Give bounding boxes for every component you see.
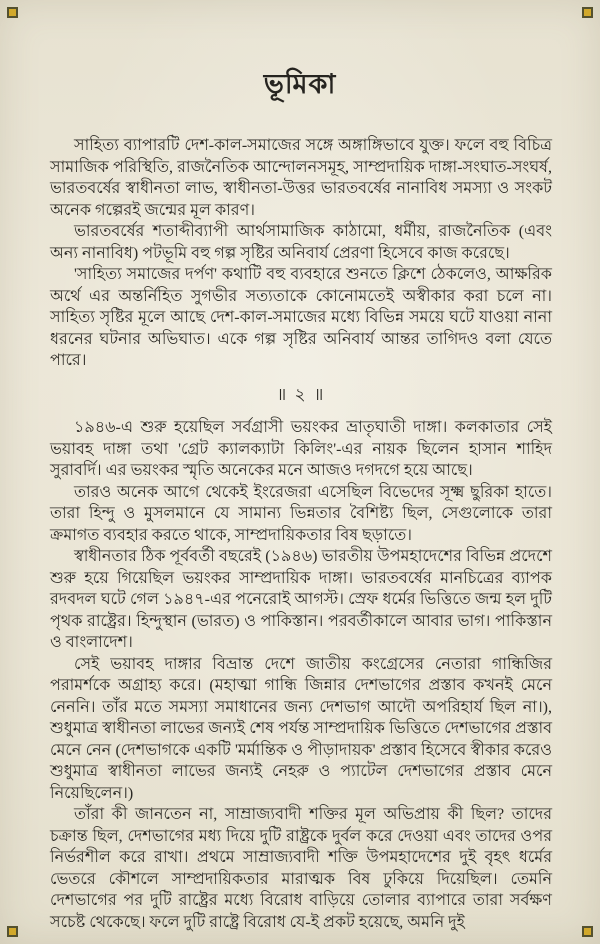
paragraph-5: তারও অনেক আগে থেকেই ইংরেজরা এসেছিল বিভেদের সূক্ষ্ম ছুরিকা হাতে। তারা হিন্দু ও মুসলমানে যে সামান্য ভিন্নতার বৈশিষ্ট্য ছিল, সেগুলোকে তারা ক্রমাগত ব্যবহার করতে থাকে, সাম্প্রদায়িকতার বিষ ছড়াতে।: [50, 483, 552, 544]
paragraph-3: 'সাহিত্য সমাজের দর্পণ' কথাটি বহু ব্যবহারে শুনতে ক্লিশে ঠেকলেও, আক্ষরিক অর্থে এর অন্তর্নিহিত সুগভীর সত্যতাকে কোনোমতেই অস্বীকার করা চলে না। সাহিত্য সৃষ্টির মূলে আছে দেশ-কাল-সমাজের মধ্যে বিভিন্ন সময়ে ঘটে যাওয়া নানা ধরনের ঘটনার অভিঘাত। একে গল্প সৃষ্টির অনিবার্য আন্তর তাগিদও বলা যেতে পারে।: [50, 266, 552, 369]
page-title: ভূমিকা: [263, 69, 337, 99]
section-divider: ॥ ২ ॥: [276, 384, 326, 404]
corner-registration-mark: [582, 926, 593, 937]
paragraph-4: ১৯৪৬-এ শুরু হয়েছিল সর্বগ্রাসী ভয়ংকর ভ্রাতৃঘাতী দাঙ্গা। কলকাতার সেই ভয়াবহ দাঙ্গা তথা 'গ্রেট ক্যালক্যাটা কিলিং'-এর নায়ক ছিলেন হাসান শাহিদ সুরাবর্দি। এর ভয়ংকর স্মৃতি অনেকের মনে আজও দগদগে হয়ে আছে।: [50, 419, 552, 479]
paragraph-7: সেই ভয়াবহ দাঙ্গার বিভ্রান্ত দেশে জাতীয় কংগ্রেসের নেতারা গান্ধিজির পরামর্শকে অগ্রাহ্য করে। (মহাত্মা গান্ধি জিন্নার দেশভাগের প্রস্তাব কখনই মেনে নেননি। তাঁর মতে সমস্যা সমাধানের জন্য দেশভাগ আদৌ অপরিহার্য ছিল না।), শুধুমাত্র স্বাধীনতা লাভের জন্যই শেষ পর্যন্ত সাম্প্রদায়িক ভিত্তিতে দেশভাগের প্রস্তাব মেনে নেন (দেশভাগকে একটি 'মর্মান্তিক ও পীড়াদায়ক' প্রস্তাব হিসেবে স্বীকার করেও শুধুমাত্র স্বাধীনতা লাভের জন্যই নেহরু ও প্যাটেল দেশভাগের প্রস্তাব মেনে নিয়েছিলেন।): [50, 655, 552, 802]
corner-registration-mark: [582, 7, 593, 18]
paragraph-1: সাহিত্য ব্যাপারটি দেশ-কাল-সমাজের সঙ্গে অঙ্গাঙ্গিভাবে যুক্ত। ফলে বহু বিচিত্র সামাজিক পরিস্থিতি, রাজনৈতিক আন্দোলনসমূহ, সাম্প্রদায়িক দাঙ্গা-সংঘাত-সংঘর্ষ, ভারতবর্ষের স্বাধীনতা লাভ, স্বাধীনতা-উত্তর ভারতবর্ষের নানাবিধ সমস্যা ও সংকট অনেক গল্পেরই জন্মের মূল কারণ।: [50, 137, 552, 219]
corner-registration-mark: [7, 926, 18, 937]
paragraph-8: তাঁরা কী জানতেন না, সাম্রাজ্যবাদী শক্তির মূল অভিপ্রায় কী ছিল? তাদের চক্রান্ত ছিল, দেশভাগের মধ্য দিয়ে দুটি রাষ্ট্রকে দুর্বল করে দেওয়া এবং তাদের ওপর নির্ভরশীল করে রাখা। প্রথমে সাম্রাজ্যবাদী শক্তি উপমহাদেশের দুই বৃহৎ ধর্মের ভেতরে কৌশলে সাম্প্রদায়িকতার মারাত্মক বিষ ঢুকিয়ে দিয়েছিল। তেমনি দেশভাগের পর দুটি রাষ্ট্রের মধ্যে বিরোধ বাড়িয়ে তোলার ব্যাপারে তারা সর্বক্ষণ সচেষ্ট থেকেছে। ফলে দুটি রাষ্ট্রে বিরোধ যে-ই প্রকট হয়েছে, অমনি দুই: [50, 806, 552, 931]
paragraph-6: স্বাধীনতার ঠিক পূর্ববর্তী বছরেই (১৯৪৬) ভারতীয় উপমহাদেশের বিভিন্ন প্রদেশে শুরু হয়ে গিয়েছিল ভয়ংকর সাম্প্রদায়িক দাঙ্গা। ভারতবর্ষের মানচিত্রের ব্যাপক রদবদল ঘটে গেল ১৯৪৭-এর পনেরোই আগস্ট। স্রেফ ধর্মের ভিত্তিতে জন্ম হল দুটি পৃথক রাষ্ট্রের। হিন্দুস্থান (ভারত) ও পাকিস্তান। পরবর্তীকালে আবার ভাগ। পাকিস্তান ও বাংলাদেশ।: [50, 548, 552, 651]
corner-registration-mark: [7, 7, 18, 18]
paragraph-2: ভারতবর্ষের শতাব্দীব্যাপী আর্থসামাজিক কাঠামো, ধর্মীয়, রাজনৈতিক (এবং অন্য নানাবিধ) পটভূমি বহু গল্প সৃষ্টির অনিবার্য প্রেরণা হিসেবে কাজ করেছে।: [50, 223, 552, 262]
text-body: [50, 135, 552, 933]
